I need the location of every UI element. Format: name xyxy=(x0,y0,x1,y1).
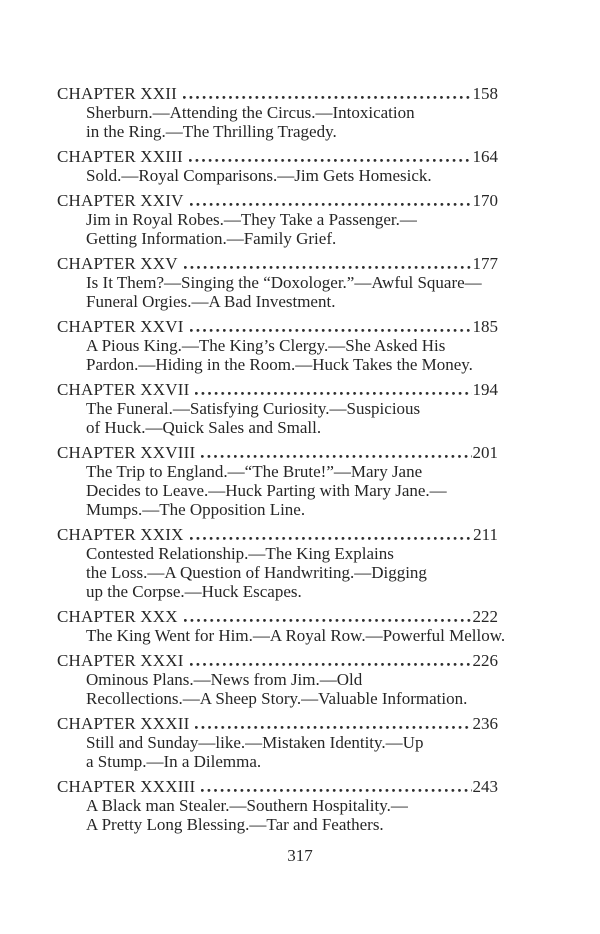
chapter-page-number: 243 xyxy=(472,777,498,796)
toc-entry xyxy=(57,525,498,601)
chapter-heading-row xyxy=(57,147,498,166)
chapter-label: CHAPTER XXII xyxy=(57,84,177,103)
chapter-description xyxy=(86,210,498,248)
chapter-label: CHAPTER XXX xyxy=(57,607,178,626)
dot-leader xyxy=(195,726,471,729)
dot-leader xyxy=(190,329,472,332)
chapter-heading-row xyxy=(57,84,498,103)
chapter-label: CHAPTER XXXII xyxy=(57,714,190,733)
chapter-description-line: Recollections.—A Sheep Story.—Valuable Information. xyxy=(86,689,468,708)
chapter-heading-row xyxy=(57,191,498,210)
chapter-heading-row xyxy=(57,443,498,462)
chapter-heading-row xyxy=(57,651,498,670)
chapter-description-line: A Black man Stealer.—Southern Hospitality.— xyxy=(86,796,408,815)
chapter-description-line: Jim in Royal Robes.—They Take a Passenger.— xyxy=(86,210,417,229)
chapter-page-number: 164 xyxy=(472,147,498,166)
chapter-heading-row xyxy=(57,777,498,796)
chapter-description-line: Sold.—Royal Comparisons.—Jim Gets Homesick. xyxy=(86,166,432,185)
chapter-label: CHAPTER XXIII xyxy=(57,147,183,166)
chapter-description xyxy=(86,336,498,374)
dot-leader xyxy=(201,789,471,792)
dot-leader xyxy=(190,537,473,540)
chapter-page-number: 177 xyxy=(472,254,498,273)
chapter-label: CHAPTER XXXI xyxy=(57,651,184,670)
chapter-label: CHAPTER XXVIII xyxy=(57,443,196,462)
chapter-description-line: A Pious King.—The King’s Clergy.—She Asked His xyxy=(86,336,446,355)
chapter-page-number: 158 xyxy=(472,84,498,103)
chapter-description xyxy=(86,544,498,601)
chapter-description xyxy=(86,103,498,141)
chapter-label: CHAPTER XXIX xyxy=(57,525,184,544)
chapter-description-line: Still and Sunday—like.—Mistaken Identity.—Up xyxy=(86,733,424,752)
chapter-label: CHAPTER XXIV xyxy=(57,191,184,210)
chapter-description xyxy=(86,462,498,519)
toc-entry xyxy=(57,84,498,141)
chapter-description-line: Sherburn.—Attending the Circus.—Intoxication xyxy=(86,103,415,122)
chapter-page-number: 222 xyxy=(472,607,498,626)
chapter-description-line: The King Went for Him.—A Royal Row.—Powerful Mellow. xyxy=(86,626,506,645)
chapter-page-number: 185 xyxy=(472,317,498,336)
chapter-description-line: Funeral Orgies.—A Bad Investment. xyxy=(86,292,336,311)
chapter-description xyxy=(86,273,498,311)
chapter-page-number: 194 xyxy=(472,380,498,399)
chapter-label: CHAPTER XXVII xyxy=(57,380,190,399)
chapter-description xyxy=(86,399,498,437)
chapter-description-line: The Trip to England.—“The Brute!”—Mary Jane xyxy=(86,462,423,481)
dot-leader xyxy=(184,266,472,269)
chapter-label: CHAPTER XXXIII xyxy=(57,777,196,796)
chapter-description xyxy=(86,166,498,185)
chapter-description-line: Mumps.—The Opposition Line. xyxy=(86,500,306,519)
chapter-description xyxy=(86,626,506,645)
toc-entry xyxy=(57,147,498,185)
toc-entry xyxy=(57,714,498,771)
chapter-label: CHAPTER XXV xyxy=(57,254,178,273)
chapter-heading-row xyxy=(57,254,498,273)
dot-leader xyxy=(183,96,472,99)
toc-entry xyxy=(57,317,498,374)
chapter-description-line: A Pretty Long Blessing.—Tar and Feathers. xyxy=(86,815,384,834)
toc-entry xyxy=(57,651,498,708)
table-of-contents xyxy=(57,84,506,834)
toc-entry xyxy=(57,191,498,248)
toc-entry xyxy=(57,254,498,311)
chapter-description-line: Contested Relationship.—The King Explains xyxy=(86,544,394,563)
page-number-footer: 317 xyxy=(287,846,313,865)
chapter-description-line: up the Corpse.—Huck Escapes. xyxy=(86,582,302,601)
chapter-description xyxy=(86,670,498,708)
chapter-description-line: Is It Them?—Singing the “Doxologer.”—Awful Square— xyxy=(86,273,482,292)
chapter-description-line: a Stump.—In a Dilemma. xyxy=(86,752,262,771)
chapter-description-line: the Loss.—A Question of Handwriting.—Digging xyxy=(86,563,427,582)
chapter-heading-row xyxy=(57,317,498,336)
chapter-page-number: 170 xyxy=(472,191,498,210)
toc-entry xyxy=(57,443,498,519)
dot-leader xyxy=(189,159,472,162)
chapter-description-line: Getting Information.—Family Grief. xyxy=(86,229,337,248)
chapter-description xyxy=(86,796,498,834)
dot-leader xyxy=(201,455,471,458)
chapter-heading-row xyxy=(57,714,498,733)
chapter-page-number: 236 xyxy=(472,714,498,733)
dot-leader xyxy=(184,619,472,622)
chapter-description-line: of Huck.—Quick Sales and Small. xyxy=(86,418,322,437)
chapter-heading-row xyxy=(57,525,498,544)
dot-leader xyxy=(190,203,472,206)
toc-entry xyxy=(57,607,506,645)
chapter-heading-row xyxy=(57,607,498,626)
toc-entry xyxy=(57,380,498,437)
chapter-description-line: in the Ring.—The Thrilling Tragedy. xyxy=(86,122,337,141)
chapter-description-line: The Funeral.—Satisfying Curiosity.—Suspicious xyxy=(86,399,421,418)
dot-leader xyxy=(195,392,471,395)
chapter-label: CHAPTER XXVI xyxy=(57,317,184,336)
chapter-page-number: 226 xyxy=(472,651,498,670)
chapter-heading-row xyxy=(57,380,498,399)
chapter-page-number: 211 xyxy=(473,525,498,544)
chapter-description-line: Pardon.—Hiding in the Room.—Huck Takes the Money. xyxy=(86,355,473,374)
chapter-description-line: Decides to Leave.—Huck Parting with Mary Jane.— xyxy=(86,481,447,500)
dot-leader xyxy=(190,663,472,666)
toc-entry xyxy=(57,777,498,834)
chapter-page-number: 201 xyxy=(472,443,498,462)
chapter-description xyxy=(86,733,498,771)
chapter-description-line: Ominous Plans.—News from Jim.—Old xyxy=(86,670,363,689)
